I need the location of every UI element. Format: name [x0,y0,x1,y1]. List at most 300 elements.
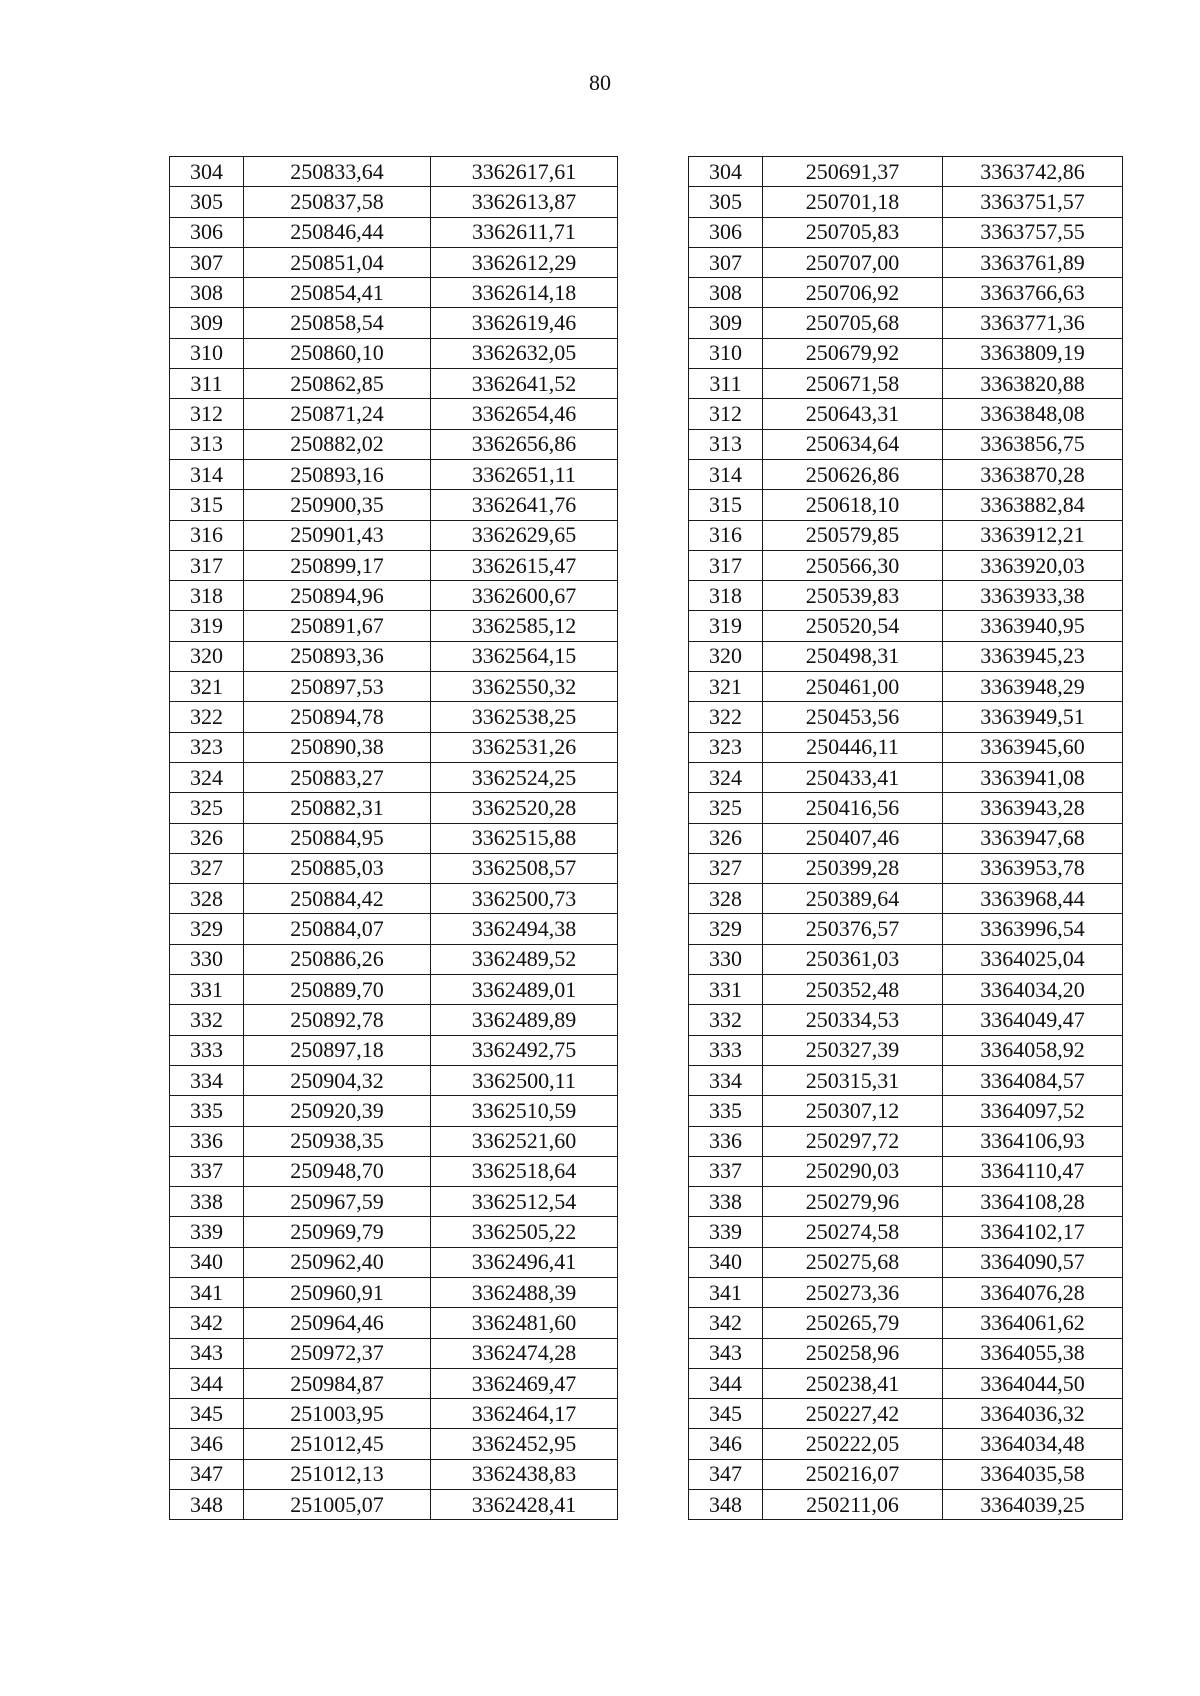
point-number-cell: 311 [689,369,763,399]
point-number-cell: 339 [689,1217,763,1247]
y-coordinate-cell: 3362521,60 [431,1126,618,1156]
y-coordinate-cell: 3362538,25 [431,702,618,732]
table-row [170,1156,618,1186]
x-coordinate-cell: 250960,91 [244,1277,431,1307]
x-coordinate-cell: 251012,13 [244,1459,431,1489]
point-number-cell: 322 [170,702,244,732]
point-number-cell: 328 [689,884,763,914]
table-row [170,429,618,459]
x-coordinate-cell: 250216,07 [763,1459,943,1489]
table-row [689,975,1123,1005]
x-coordinate-cell: 250297,72 [763,1126,943,1156]
x-coordinate-cell: 250882,31 [244,793,431,823]
table-row [689,338,1123,368]
x-coordinate-cell: 250920,39 [244,1096,431,1126]
x-coordinate-cell: 250948,70 [244,1156,431,1186]
point-number-cell: 337 [170,1156,244,1186]
y-coordinate-cell: 3364108,28 [943,1187,1123,1217]
table-row [170,399,618,429]
point-number-cell: 345 [170,1399,244,1429]
point-number-cell: 310 [170,338,244,368]
x-coordinate-cell: 250833,64 [244,157,431,187]
point-number-cell: 312 [170,399,244,429]
table-row [689,1065,1123,1095]
table-row [170,975,618,1005]
y-coordinate-cell: 3363949,51 [943,702,1123,732]
point-number-cell: 309 [170,308,244,338]
point-number-cell: 317 [689,550,763,580]
table-row [689,1005,1123,1035]
x-coordinate-cell: 250882,02 [244,429,431,459]
point-number-cell: 327 [689,853,763,883]
point-number-cell: 347 [170,1459,244,1489]
y-coordinate-cell: 3363996,54 [943,914,1123,944]
y-coordinate-cell: 3363943,28 [943,793,1123,823]
table-row [170,823,618,853]
point-number-cell: 309 [689,308,763,338]
x-coordinate-cell: 250461,00 [763,672,943,702]
y-coordinate-cell: 3364039,25 [943,1490,1123,1520]
table-row [689,823,1123,853]
x-coordinate-cell: 250837,58 [244,187,431,217]
x-coordinate-cell: 250884,42 [244,884,431,914]
table-row [689,187,1123,217]
point-number-cell: 348 [689,1490,763,1520]
point-number-cell: 320 [170,641,244,671]
y-coordinate-cell: 3362492,75 [431,1035,618,1065]
table-row [689,914,1123,944]
point-number-cell: 330 [689,944,763,974]
table-row [689,1217,1123,1247]
y-coordinate-cell: 3362600,67 [431,581,618,611]
point-number-cell: 333 [170,1035,244,1065]
x-coordinate-cell: 250707,00 [763,247,943,277]
y-coordinate-cell: 3364106,93 [943,1126,1123,1156]
y-coordinate-cell: 3362518,64 [431,1156,618,1186]
x-coordinate-cell: 250389,64 [763,884,943,914]
y-coordinate-cell: 3362500,73 [431,884,618,914]
x-coordinate-cell: 251003,95 [244,1399,431,1429]
point-number-cell: 344 [689,1368,763,1398]
table-row [170,247,618,277]
table-row [170,1005,618,1035]
point-number-cell: 321 [689,672,763,702]
point-number-cell: 337 [689,1156,763,1186]
x-coordinate-cell: 250862,85 [244,369,431,399]
point-number-cell: 326 [689,823,763,853]
point-number-cell: 323 [170,732,244,762]
x-coordinate-cell: 250984,87 [244,1368,431,1398]
y-coordinate-cell: 3363920,03 [943,550,1123,580]
y-coordinate-cell: 3363940,95 [943,611,1123,641]
y-coordinate-cell: 3364084,57 [943,1065,1123,1095]
y-coordinate-cell: 3364044,50 [943,1368,1123,1398]
table-row [170,732,618,762]
point-number-cell: 336 [170,1126,244,1156]
point-number-cell: 307 [689,247,763,277]
table-row [689,672,1123,702]
table-row [689,1035,1123,1065]
x-coordinate-cell: 250854,41 [244,278,431,308]
x-coordinate-cell: 250964,46 [244,1308,431,1338]
point-number-cell: 327 [170,853,244,883]
y-coordinate-cell: 3362524,25 [431,762,618,792]
y-coordinate-cell: 3364102,17 [943,1217,1123,1247]
y-coordinate-cell: 3362632,05 [431,338,618,368]
x-coordinate-cell: 250361,03 [763,944,943,974]
x-coordinate-cell: 250433,41 [763,762,943,792]
table-row [689,1126,1123,1156]
point-number-cell: 336 [689,1126,763,1156]
point-number-cell: 348 [170,1490,244,1520]
table-row [689,853,1123,883]
table-row [689,1096,1123,1126]
x-coordinate-cell: 250643,31 [763,399,943,429]
point-number-cell: 308 [689,278,763,308]
y-coordinate-cell: 3362612,29 [431,247,618,277]
point-number-cell: 323 [689,732,763,762]
x-coordinate-cell: 250897,18 [244,1035,431,1065]
x-coordinate-cell: 250893,16 [244,459,431,489]
y-coordinate-cell: 3362469,47 [431,1368,618,1398]
point-number-cell: 334 [170,1065,244,1095]
y-coordinate-cell: 3362585,12 [431,611,618,641]
table-row [689,944,1123,974]
y-coordinate-cell: 3363945,60 [943,732,1123,762]
table-row [689,1277,1123,1307]
x-coordinate-cell: 250407,46 [763,823,943,853]
y-coordinate-cell: 3362488,39 [431,1277,618,1307]
table-row [170,793,618,823]
table-row [689,1156,1123,1186]
x-coordinate-cell: 251012,45 [244,1429,431,1459]
x-coordinate-cell: 251005,07 [244,1490,431,1520]
y-coordinate-cell: 3362515,88 [431,823,618,853]
table-row [689,247,1123,277]
y-coordinate-cell: 3363933,38 [943,581,1123,611]
point-number-cell: 335 [689,1096,763,1126]
point-number-cell: 326 [170,823,244,853]
point-number-cell: 307 [170,247,244,277]
x-coordinate-cell: 250886,26 [244,944,431,974]
y-coordinate-cell: 3362619,46 [431,308,618,338]
point-number-cell: 322 [689,702,763,732]
x-coordinate-cell: 250520,54 [763,611,943,641]
coordinates-table-left [169,156,618,1520]
table-row [170,1096,618,1126]
point-number-cell: 329 [689,914,763,944]
table-row [170,641,618,671]
x-coordinate-cell: 250273,36 [763,1277,943,1307]
x-coordinate-cell: 250274,58 [763,1217,943,1247]
y-coordinate-cell: 3362656,86 [431,429,618,459]
coordinates-table-left-body [170,157,618,1520]
x-coordinate-cell: 250891,67 [244,611,431,641]
point-number-cell: 305 [689,187,763,217]
x-coordinate-cell: 250315,31 [763,1065,943,1095]
y-coordinate-cell: 3362611,71 [431,217,618,247]
page-number: 80 [589,70,611,95]
x-coordinate-cell: 250706,92 [763,278,943,308]
x-coordinate-cell: 250416,56 [763,793,943,823]
point-number-cell: 304 [170,157,244,187]
table-row [170,672,618,702]
y-coordinate-cell: 3362531,26 [431,732,618,762]
y-coordinate-cell: 3363968,44 [943,884,1123,914]
table-row [689,702,1123,732]
point-number-cell: 343 [170,1338,244,1368]
table-row [689,611,1123,641]
x-coordinate-cell: 250938,35 [244,1126,431,1156]
table-row [689,732,1123,762]
table-row [689,1308,1123,1338]
y-coordinate-cell: 3362496,41 [431,1247,618,1277]
point-number-cell: 334 [689,1065,763,1095]
y-coordinate-cell: 3362494,38 [431,914,618,944]
point-number-cell: 331 [170,975,244,1005]
x-coordinate-cell: 250705,68 [763,308,943,338]
table-row [689,1429,1123,1459]
table-row [170,550,618,580]
x-coordinate-cell: 250539,83 [763,581,943,611]
table-row [689,550,1123,580]
point-number-cell: 324 [170,762,244,792]
x-coordinate-cell: 250618,10 [763,490,943,520]
y-coordinate-cell: 3363953,78 [943,853,1123,883]
point-number-cell: 325 [170,793,244,823]
y-coordinate-cell: 3363766,63 [943,278,1123,308]
x-coordinate-cell: 250679,92 [763,338,943,368]
y-coordinate-cell: 3364055,38 [943,1338,1123,1368]
point-number-cell: 338 [170,1187,244,1217]
point-number-cell: 319 [170,611,244,641]
y-coordinate-cell: 3364036,32 [943,1399,1123,1429]
point-number-cell: 320 [689,641,763,671]
y-coordinate-cell: 3363912,21 [943,520,1123,550]
y-coordinate-cell: 3362550,32 [431,672,618,702]
y-coordinate-cell: 3364090,57 [943,1247,1123,1277]
point-number-cell: 314 [689,459,763,489]
table-row [689,1490,1123,1520]
y-coordinate-cell: 3363771,36 [943,308,1123,338]
x-coordinate-cell: 250967,59 [244,1187,431,1217]
point-number-cell: 332 [170,1005,244,1035]
y-coordinate-cell: 3362489,89 [431,1005,618,1035]
table-row [689,884,1123,914]
y-coordinate-cell: 3362512,54 [431,1187,618,1217]
point-number-cell: 310 [689,338,763,368]
x-coordinate-cell: 250851,04 [244,247,431,277]
x-coordinate-cell: 250972,37 [244,1338,431,1368]
point-number-cell: 332 [689,1005,763,1035]
x-coordinate-cell: 250238,41 [763,1368,943,1398]
y-coordinate-cell: 3362564,15 [431,641,618,671]
y-coordinate-cell: 3362428,41 [431,1490,618,1520]
point-number-cell: 331 [689,975,763,1005]
table-row [170,1035,618,1065]
table-row [170,490,618,520]
x-coordinate-cell: 250334,53 [763,1005,943,1035]
table-row [689,762,1123,792]
y-coordinate-cell: 3363820,88 [943,369,1123,399]
y-coordinate-cell: 3362508,57 [431,853,618,883]
table-row [689,1187,1123,1217]
y-coordinate-cell: 3363856,75 [943,429,1123,459]
y-coordinate-cell: 3364097,52 [943,1096,1123,1126]
y-coordinate-cell: 3362613,87 [431,187,618,217]
y-coordinate-cell: 3362464,17 [431,1399,618,1429]
point-number-cell: 329 [170,914,244,944]
table-row [689,278,1123,308]
x-coordinate-cell: 250900,35 [244,490,431,520]
x-coordinate-cell: 250327,39 [763,1035,943,1065]
y-coordinate-cell: 3363742,86 [943,157,1123,187]
x-coordinate-cell: 250893,36 [244,641,431,671]
point-number-cell: 324 [689,762,763,792]
y-coordinate-cell: 3364034,48 [943,1429,1123,1459]
table-row [689,1368,1123,1398]
x-coordinate-cell: 250894,96 [244,581,431,611]
y-coordinate-cell: 3364110,47 [943,1156,1123,1186]
point-number-cell: 338 [689,1187,763,1217]
point-number-cell: 341 [689,1277,763,1307]
y-coordinate-cell: 3362654,46 [431,399,618,429]
y-coordinate-cell: 3363848,08 [943,399,1123,429]
table-row [689,429,1123,459]
x-coordinate-cell: 250222,05 [763,1429,943,1459]
x-coordinate-cell: 250883,27 [244,762,431,792]
point-number-cell: 313 [689,429,763,459]
y-coordinate-cell: 3364034,20 [943,975,1123,1005]
point-number-cell: 339 [170,1217,244,1247]
point-number-cell: 308 [170,278,244,308]
coordinates-table-right [688,156,1123,1520]
y-coordinate-cell: 3362500,11 [431,1065,618,1095]
point-number-cell: 305 [170,187,244,217]
point-number-cell: 304 [689,157,763,187]
x-coordinate-cell: 250265,79 [763,1308,943,1338]
x-coordinate-cell: 250904,32 [244,1065,431,1095]
x-coordinate-cell: 250894,78 [244,702,431,732]
point-number-cell: 340 [689,1247,763,1277]
x-coordinate-cell: 250901,43 [244,520,431,550]
y-coordinate-cell: 3363870,28 [943,459,1123,489]
point-number-cell: 306 [170,217,244,247]
table-row [170,1459,618,1489]
point-number-cell: 316 [689,520,763,550]
point-number-cell: 313 [170,429,244,459]
x-coordinate-cell: 250701,18 [763,187,943,217]
point-number-cell: 342 [170,1308,244,1338]
table-row [170,1247,618,1277]
y-coordinate-cell: 3363757,55 [943,217,1123,247]
x-coordinate-cell: 250566,30 [763,550,943,580]
y-coordinate-cell: 3364061,62 [943,1308,1123,1338]
x-coordinate-cell: 250871,24 [244,399,431,429]
table-row [170,611,618,641]
x-coordinate-cell: 250889,70 [244,975,431,1005]
x-coordinate-cell: 250498,31 [763,641,943,671]
y-coordinate-cell: 3363941,08 [943,762,1123,792]
point-number-cell: 325 [689,793,763,823]
point-number-cell: 315 [170,490,244,520]
x-coordinate-cell: 250453,56 [763,702,943,732]
table-row [170,1429,618,1459]
point-number-cell: 321 [170,672,244,702]
point-number-cell: 345 [689,1399,763,1429]
x-coordinate-cell: 250671,58 [763,369,943,399]
y-coordinate-cell: 3363947,68 [943,823,1123,853]
table-row [170,459,618,489]
table-row [170,1368,618,1398]
x-coordinate-cell: 250626,86 [763,459,943,489]
y-coordinate-cell: 3362641,76 [431,490,618,520]
x-coordinate-cell: 250399,28 [763,853,943,883]
table-row [689,490,1123,520]
table-row [170,1399,618,1429]
x-coordinate-cell: 250290,03 [763,1156,943,1186]
point-number-cell: 346 [170,1429,244,1459]
table-row [170,1065,618,1095]
table-row [170,1217,618,1247]
coordinates-table-right-body [689,157,1123,1520]
point-number-cell: 316 [170,520,244,550]
x-coordinate-cell: 250352,48 [763,975,943,1005]
table-row [170,1308,618,1338]
x-coordinate-cell: 250279,96 [763,1187,943,1217]
x-coordinate-cell: 250885,03 [244,853,431,883]
point-number-cell: 311 [170,369,244,399]
y-coordinate-cell: 3362452,95 [431,1429,618,1459]
table-row [170,1187,618,1217]
point-number-cell: 346 [689,1429,763,1459]
x-coordinate-cell: 250211,06 [763,1490,943,1520]
table-row [689,308,1123,338]
table-row [689,641,1123,671]
point-number-cell: 340 [170,1247,244,1277]
y-coordinate-cell: 3363948,29 [943,672,1123,702]
table-row [170,1277,618,1307]
table-row [689,399,1123,429]
x-coordinate-cell: 250884,07 [244,914,431,944]
table-row [170,338,618,368]
y-coordinate-cell: 3362489,52 [431,944,618,974]
x-coordinate-cell: 250307,12 [763,1096,943,1126]
table-row [170,1490,618,1520]
y-coordinate-cell: 3362641,52 [431,369,618,399]
x-coordinate-cell: 250227,42 [763,1399,943,1429]
x-coordinate-cell: 250691,37 [763,157,943,187]
y-coordinate-cell: 3363751,57 [943,187,1123,217]
table-row [170,581,618,611]
table-row [170,187,618,217]
table-row [689,217,1123,247]
table-row [170,702,618,732]
point-number-cell: 318 [170,581,244,611]
y-coordinate-cell: 3363945,23 [943,641,1123,671]
point-number-cell: 314 [170,459,244,489]
table-row [689,1338,1123,1368]
table-row [170,369,618,399]
table-row [170,520,618,550]
x-coordinate-cell: 250897,53 [244,672,431,702]
table-row [170,884,618,914]
y-coordinate-cell: 3364025,04 [943,944,1123,974]
y-coordinate-cell: 3362615,47 [431,550,618,580]
y-coordinate-cell: 3362510,59 [431,1096,618,1126]
point-number-cell: 342 [689,1308,763,1338]
x-coordinate-cell: 250962,40 [244,1247,431,1277]
